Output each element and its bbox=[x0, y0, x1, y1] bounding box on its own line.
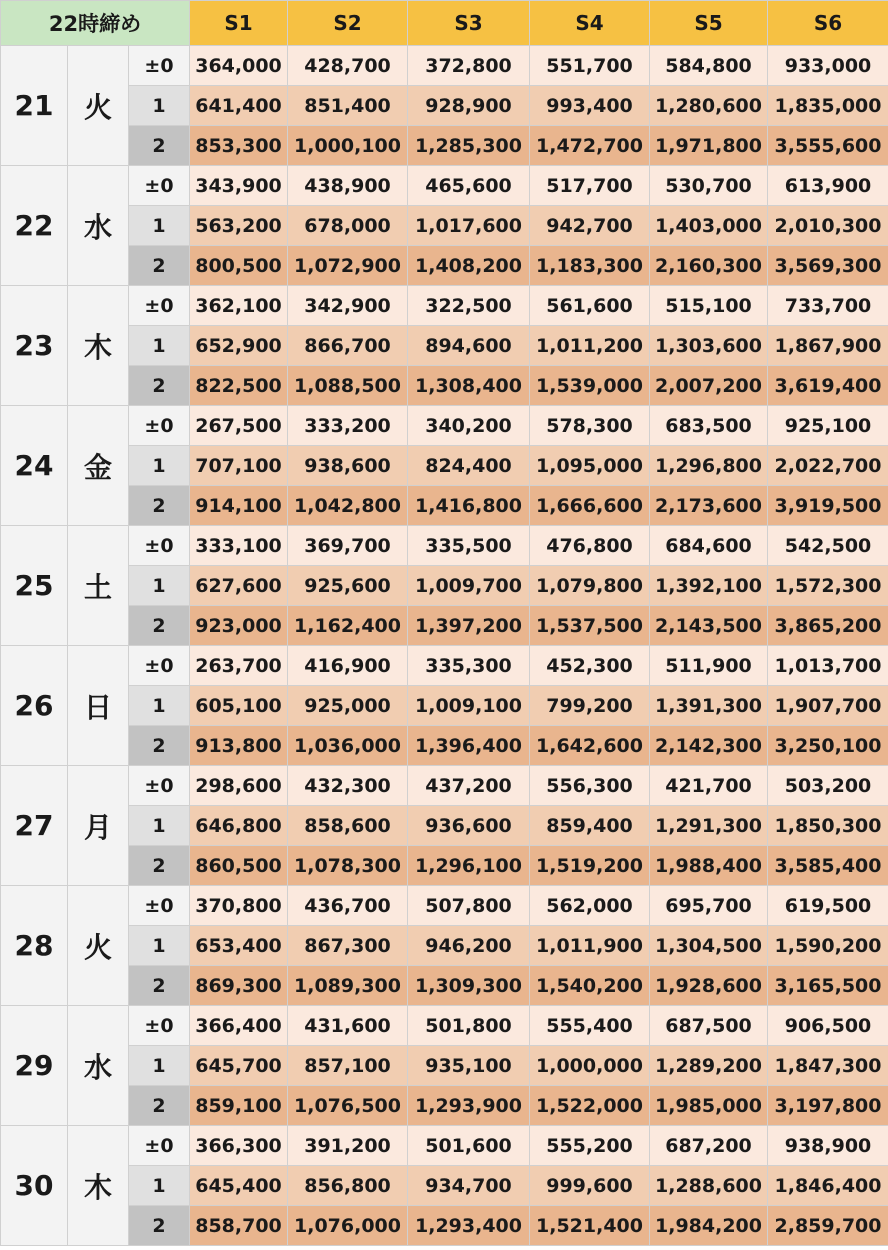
value-cell[interactable]: 1,666,600 bbox=[530, 486, 650, 526]
day-cell[interactable]: 30 bbox=[1, 1126, 68, 1246]
value-cell[interactable]: 1,642,600 bbox=[530, 726, 650, 766]
value-cell[interactable]: 431,600 bbox=[288, 1006, 408, 1046]
value-cell[interactable]: 942,700 bbox=[530, 206, 650, 246]
value-cell[interactable]: 322,500 bbox=[408, 286, 530, 326]
value-cell[interactable]: 1,867,900 bbox=[768, 326, 888, 366]
value-cell[interactable]: 914,100 bbox=[190, 486, 288, 526]
value-cell[interactable]: 1,291,300 bbox=[650, 806, 768, 846]
value-cell[interactable]: 530,700 bbox=[650, 166, 768, 206]
day-cell[interactable]: 27 bbox=[1, 766, 68, 886]
value-cell[interactable]: 1,089,300 bbox=[288, 966, 408, 1006]
value-cell[interactable]: 928,900 bbox=[408, 86, 530, 126]
level-cell[interactable]: 2 bbox=[129, 846, 190, 886]
value-cell[interactable]: 1,984,200 bbox=[650, 1206, 768, 1246]
level-cell[interactable]: 1 bbox=[129, 1046, 190, 1086]
value-cell[interactable]: 866,700 bbox=[288, 326, 408, 366]
value-cell[interactable]: 343,900 bbox=[190, 166, 288, 206]
value-cell[interactable]: 366,300 bbox=[190, 1126, 288, 1166]
value-cell[interactable]: 3,165,500 bbox=[768, 966, 888, 1006]
table-row bbox=[1, 646, 888, 686]
value-cell[interactable]: 627,600 bbox=[190, 566, 288, 606]
value-cell[interactable]: 501,600 bbox=[408, 1126, 530, 1166]
value-cell[interactable]: 1,416,800 bbox=[408, 486, 530, 526]
value-cell[interactable]: 1,522,000 bbox=[530, 1086, 650, 1126]
weekday-cell[interactable]: 木 bbox=[68, 286, 129, 406]
value-cell[interactable]: 707,100 bbox=[190, 446, 288, 486]
level-cell[interactable]: 2 bbox=[129, 966, 190, 1006]
day-cell[interactable]: 29 bbox=[1, 1006, 68, 1126]
level-cell[interactable]: 1 bbox=[129, 686, 190, 726]
value-cell[interactable]: 653,400 bbox=[190, 926, 288, 966]
value-cell[interactable]: 370,800 bbox=[190, 886, 288, 926]
value-cell[interactable]: 563,200 bbox=[190, 206, 288, 246]
value-cell[interactable]: 683,500 bbox=[650, 406, 768, 446]
value-cell[interactable]: 416,900 bbox=[288, 646, 408, 686]
value-cell[interactable]: 906,500 bbox=[768, 1006, 888, 1046]
value-cell[interactable]: 432,300 bbox=[288, 766, 408, 806]
value-cell[interactable]: 799,200 bbox=[530, 686, 650, 726]
level-cell[interactable]: 1 bbox=[129, 86, 190, 126]
level-cell[interactable]: 2 bbox=[129, 1086, 190, 1126]
value-cell[interactable]: 933,000 bbox=[768, 46, 888, 86]
corner-header[interactable]: 22時締め bbox=[1, 1, 190, 46]
weekday-cell[interactable]: 土 bbox=[68, 526, 129, 646]
value-cell[interactable]: 578,300 bbox=[530, 406, 650, 446]
level-cell[interactable]: ±0 bbox=[129, 1006, 190, 1046]
value-cell[interactable]: 695,700 bbox=[650, 886, 768, 926]
value-cell[interactable]: 421,700 bbox=[650, 766, 768, 806]
table-row bbox=[1, 1166, 888, 1206]
value-cell[interactable]: 1,162,400 bbox=[288, 606, 408, 646]
value-cell[interactable]: 800,500 bbox=[190, 246, 288, 286]
table-row bbox=[1, 1086, 888, 1126]
weekday-cell[interactable]: 水 bbox=[68, 1006, 129, 1126]
value-cell[interactable]: 641,400 bbox=[190, 86, 288, 126]
value-cell[interactable]: 1,296,800 bbox=[650, 446, 768, 486]
value-cell[interactable]: 1,011,900 bbox=[530, 926, 650, 966]
value-cell[interactable]: 1,303,600 bbox=[650, 326, 768, 366]
table-row bbox=[1, 126, 888, 166]
value-cell[interactable]: 1,076,500 bbox=[288, 1086, 408, 1126]
value-cell[interactable]: 437,200 bbox=[408, 766, 530, 806]
value-cell[interactable]: 372,800 bbox=[408, 46, 530, 86]
value-cell[interactable]: 613,900 bbox=[768, 166, 888, 206]
weekday-cell[interactable]: 火 bbox=[68, 46, 129, 166]
value-cell[interactable]: 476,800 bbox=[530, 526, 650, 566]
value-cell[interactable]: 3,250,100 bbox=[768, 726, 888, 766]
table-row bbox=[1, 1006, 888, 1046]
value-cell[interactable]: 501,800 bbox=[408, 1006, 530, 1046]
value-cell[interactable]: 511,900 bbox=[650, 646, 768, 686]
table-row bbox=[1, 286, 888, 326]
value-cell[interactable]: 1,288,600 bbox=[650, 1166, 768, 1206]
value-cell[interactable]: 678,000 bbox=[288, 206, 408, 246]
value-cell[interactable]: 1,304,500 bbox=[650, 926, 768, 966]
level-cell[interactable]: 1 bbox=[129, 446, 190, 486]
value-cell[interactable]: 858,600 bbox=[288, 806, 408, 846]
value-cell[interactable]: 946,200 bbox=[408, 926, 530, 966]
value-cell[interactable]: 733,700 bbox=[768, 286, 888, 326]
value-cell[interactable]: 1,835,000 bbox=[768, 86, 888, 126]
weekday-cell[interactable]: 火 bbox=[68, 886, 129, 1006]
table-row bbox=[1, 166, 888, 206]
value-cell[interactable]: 2,142,300 bbox=[650, 726, 768, 766]
value-cell[interactable]: 1,391,300 bbox=[650, 686, 768, 726]
value-cell[interactable]: 584,800 bbox=[650, 46, 768, 86]
value-cell[interactable]: 1,408,200 bbox=[408, 246, 530, 286]
value-cell[interactable]: 822,500 bbox=[190, 366, 288, 406]
table-row bbox=[1, 526, 888, 566]
value-cell[interactable]: 1,289,200 bbox=[650, 1046, 768, 1086]
table-row bbox=[1, 1206, 888, 1246]
table-row bbox=[1, 326, 888, 366]
value-cell[interactable]: 999,600 bbox=[530, 1166, 650, 1206]
value-cell[interactable]: 542,500 bbox=[768, 526, 888, 566]
table-row bbox=[1, 966, 888, 1006]
value-cell[interactable]: 1,539,000 bbox=[530, 366, 650, 406]
level-cell[interactable]: 2 bbox=[129, 726, 190, 766]
weekday-cell[interactable]: 月 bbox=[68, 766, 129, 886]
level-cell[interactable]: 2 bbox=[129, 246, 190, 286]
value-cell[interactable]: 925,100 bbox=[768, 406, 888, 446]
table-row bbox=[1, 606, 888, 646]
table-row bbox=[1, 246, 888, 286]
value-cell[interactable]: 856,800 bbox=[288, 1166, 408, 1206]
value-cell[interactable]: 503,200 bbox=[768, 766, 888, 806]
value-cell[interactable]: 333,100 bbox=[190, 526, 288, 566]
value-cell[interactable]: 1,017,600 bbox=[408, 206, 530, 246]
value-cell[interactable]: 687,500 bbox=[650, 1006, 768, 1046]
value-cell[interactable]: 1,013,700 bbox=[768, 646, 888, 686]
value-cell[interactable]: 2,160,300 bbox=[650, 246, 768, 286]
level-cell[interactable]: 2 bbox=[129, 366, 190, 406]
level-cell[interactable]: ±0 bbox=[129, 1126, 190, 1166]
value-cell[interactable]: 1,540,200 bbox=[530, 966, 650, 1006]
value-cell[interactable]: 645,700 bbox=[190, 1046, 288, 1086]
value-cell[interactable]: 1,392,100 bbox=[650, 566, 768, 606]
day-cell[interactable]: 22 bbox=[1, 166, 68, 286]
value-cell[interactable]: 859,400 bbox=[530, 806, 650, 846]
value-cell[interactable]: 1,009,700 bbox=[408, 566, 530, 606]
value-cell[interactable]: 652,900 bbox=[190, 326, 288, 366]
level-cell[interactable]: 1 bbox=[129, 806, 190, 846]
day-cell[interactable]: 23 bbox=[1, 286, 68, 406]
value-cell[interactable]: 362,100 bbox=[190, 286, 288, 326]
value-cell[interactable]: 938,600 bbox=[288, 446, 408, 486]
value-cell[interactable]: 1,537,500 bbox=[530, 606, 650, 646]
weekday-cell[interactable]: 日 bbox=[68, 646, 129, 766]
value-cell[interactable]: 1,521,400 bbox=[530, 1206, 650, 1246]
value-cell[interactable]: 1,285,300 bbox=[408, 126, 530, 166]
value-cell[interactable]: 925,600 bbox=[288, 566, 408, 606]
level-cell[interactable]: ±0 bbox=[129, 166, 190, 206]
value-cell[interactable]: 824,400 bbox=[408, 446, 530, 486]
value-cell[interactable]: 465,600 bbox=[408, 166, 530, 206]
level-cell[interactable]: 1 bbox=[129, 206, 190, 246]
value-cell[interactable]: 1,928,600 bbox=[650, 966, 768, 1006]
value-cell[interactable]: 1,000,100 bbox=[288, 126, 408, 166]
value-cell[interactable]: 3,919,500 bbox=[768, 486, 888, 526]
value-cell[interactable]: 1,009,100 bbox=[408, 686, 530, 726]
weekday-cell[interactable]: 水 bbox=[68, 166, 129, 286]
value-cell[interactable]: 851,400 bbox=[288, 86, 408, 126]
value-cell[interactable]: 1,088,500 bbox=[288, 366, 408, 406]
level-cell[interactable]: ±0 bbox=[129, 46, 190, 86]
value-cell[interactable]: 369,700 bbox=[288, 526, 408, 566]
value-cell[interactable]: 1,971,800 bbox=[650, 126, 768, 166]
table-row bbox=[1, 846, 888, 886]
value-cell[interactable]: 2,022,700 bbox=[768, 446, 888, 486]
value-cell[interactable]: 438,900 bbox=[288, 166, 408, 206]
table-body bbox=[1, 46, 888, 1246]
value-cell[interactable]: 555,200 bbox=[530, 1126, 650, 1166]
value-cell[interactable]: 263,700 bbox=[190, 646, 288, 686]
level-cell[interactable]: 1 bbox=[129, 926, 190, 966]
value-cell[interactable]: 1,011,200 bbox=[530, 326, 650, 366]
value-cell[interactable]: 3,585,400 bbox=[768, 846, 888, 886]
value-cell[interactable]: 555,400 bbox=[530, 1006, 650, 1046]
value-cell[interactable]: 364,000 bbox=[190, 46, 288, 86]
level-cell[interactable]: ±0 bbox=[129, 406, 190, 446]
value-cell[interactable]: 1,846,400 bbox=[768, 1166, 888, 1206]
level-cell[interactable]: 2 bbox=[129, 126, 190, 166]
table-row bbox=[1, 486, 888, 526]
value-cell[interactable]: 938,900 bbox=[768, 1126, 888, 1166]
column-header-s2[interactable]: S2 bbox=[288, 1, 408, 46]
value-cell[interactable]: 1,308,400 bbox=[408, 366, 530, 406]
table-row bbox=[1, 806, 888, 846]
weekday-cell[interactable]: 木 bbox=[68, 1126, 129, 1246]
table-row bbox=[1, 886, 888, 926]
table-row bbox=[1, 766, 888, 806]
value-cell[interactable]: 1,519,200 bbox=[530, 846, 650, 886]
value-cell[interactable]: 645,400 bbox=[190, 1166, 288, 1206]
value-cell[interactable]: 853,300 bbox=[190, 126, 288, 166]
day-cell[interactable]: 24 bbox=[1, 406, 68, 526]
level-cell[interactable]: 1 bbox=[129, 1166, 190, 1206]
value-cell[interactable]: 860,500 bbox=[190, 846, 288, 886]
level-cell[interactable]: 1 bbox=[129, 566, 190, 606]
value-cell[interactable]: 561,600 bbox=[530, 286, 650, 326]
value-cell[interactable]: 3,197,800 bbox=[768, 1086, 888, 1126]
value-cell[interactable]: 1,396,400 bbox=[408, 726, 530, 766]
value-cell[interactable]: 646,800 bbox=[190, 806, 288, 846]
value-cell[interactable]: 859,100 bbox=[190, 1086, 288, 1126]
value-cell[interactable]: 391,200 bbox=[288, 1126, 408, 1166]
value-cell[interactable]: 2,010,300 bbox=[768, 206, 888, 246]
value-cell[interactable]: 1,078,300 bbox=[288, 846, 408, 886]
value-cell[interactable]: 605,100 bbox=[190, 686, 288, 726]
value-cell[interactable]: 1,850,300 bbox=[768, 806, 888, 846]
value-cell[interactable]: 333,200 bbox=[288, 406, 408, 446]
value-cell[interactable]: 3,865,200 bbox=[768, 606, 888, 646]
table-row bbox=[1, 1126, 888, 1166]
value-cell[interactable]: 1,309,300 bbox=[408, 966, 530, 1006]
value-cell[interactable]: 1,397,200 bbox=[408, 606, 530, 646]
value-cell[interactable]: 436,700 bbox=[288, 886, 408, 926]
value-cell[interactable]: 1,988,400 bbox=[650, 846, 768, 886]
value-cell[interactable]: 935,100 bbox=[408, 1046, 530, 1086]
value-cell[interactable]: 1,985,000 bbox=[650, 1086, 768, 1126]
value-cell[interactable]: 1,095,000 bbox=[530, 446, 650, 486]
table-row bbox=[1, 206, 888, 246]
value-cell[interactable]: 993,400 bbox=[530, 86, 650, 126]
table-row bbox=[1, 686, 888, 726]
value-cell[interactable]: 923,000 bbox=[190, 606, 288, 646]
column-header-s3[interactable]: S3 bbox=[408, 1, 530, 46]
value-cell[interactable]: 452,300 bbox=[530, 646, 650, 686]
value-cell[interactable]: 1,907,700 bbox=[768, 686, 888, 726]
day-cell[interactable]: 26 bbox=[1, 646, 68, 766]
value-cell[interactable]: 936,600 bbox=[408, 806, 530, 846]
value-cell[interactable]: 551,700 bbox=[530, 46, 650, 86]
value-cell[interactable]: 619,500 bbox=[768, 886, 888, 926]
value-cell[interactable]: 562,000 bbox=[530, 886, 650, 926]
value-cell[interactable]: 2,173,600 bbox=[650, 486, 768, 526]
value-cell[interactable]: 1,590,200 bbox=[768, 926, 888, 966]
level-cell[interactable]: ±0 bbox=[129, 526, 190, 566]
level-cell[interactable]: ±0 bbox=[129, 646, 190, 686]
table-row bbox=[1, 1046, 888, 1086]
table-row bbox=[1, 566, 888, 606]
column-header-s5[interactable]: S5 bbox=[650, 1, 768, 46]
value-cell[interactable]: 1,183,300 bbox=[530, 246, 650, 286]
level-cell[interactable]: 1 bbox=[129, 326, 190, 366]
table-row bbox=[1, 406, 888, 446]
value-cell[interactable]: 267,500 bbox=[190, 406, 288, 446]
table-row bbox=[1, 86, 888, 126]
level-cell[interactable]: ±0 bbox=[129, 886, 190, 926]
value-cell[interactable]: 687,200 bbox=[650, 1126, 768, 1166]
value-cell[interactable]: 1,472,700 bbox=[530, 126, 650, 166]
value-cell[interactable]: 1,296,100 bbox=[408, 846, 530, 886]
day-cell[interactable]: 25 bbox=[1, 526, 68, 646]
value-cell[interactable]: 1,000,000 bbox=[530, 1046, 650, 1086]
value-cell[interactable]: 515,100 bbox=[650, 286, 768, 326]
value-cell[interactable]: 867,300 bbox=[288, 926, 408, 966]
value-cell[interactable]: 3,555,600 bbox=[768, 126, 888, 166]
day-cell[interactable]: 21 bbox=[1, 46, 68, 166]
level-cell[interactable]: ±0 bbox=[129, 766, 190, 806]
table-row bbox=[1, 926, 888, 966]
column-header-s4[interactable]: S4 bbox=[530, 1, 650, 46]
level-cell[interactable]: 2 bbox=[129, 486, 190, 526]
value-cell[interactable]: 3,619,400 bbox=[768, 366, 888, 406]
value-cell[interactable]: 1,847,300 bbox=[768, 1046, 888, 1086]
value-cell[interactable]: 1,076,000 bbox=[288, 1206, 408, 1246]
column-header-s1[interactable]: S1 bbox=[190, 1, 288, 46]
level-cell[interactable]: ±0 bbox=[129, 286, 190, 326]
value-cell[interactable]: 428,700 bbox=[288, 46, 408, 86]
value-cell[interactable]: 1,293,900 bbox=[408, 1086, 530, 1126]
table-row bbox=[1, 446, 888, 486]
table-row bbox=[1, 726, 888, 766]
header-row bbox=[1, 1, 888, 46]
value-cell[interactable]: 934,700 bbox=[408, 1166, 530, 1206]
value-cell[interactable]: 3,569,300 bbox=[768, 246, 888, 286]
value-cell[interactable]: 1,072,900 bbox=[288, 246, 408, 286]
value-cell[interactable]: 517,700 bbox=[530, 166, 650, 206]
column-header-s6[interactable]: S6 bbox=[768, 1, 888, 46]
day-cell[interactable]: 28 bbox=[1, 886, 68, 1006]
value-cell[interactable]: 1,293,400 bbox=[408, 1206, 530, 1246]
value-cell[interactable]: 913,800 bbox=[190, 726, 288, 766]
value-cell[interactable]: 1,572,300 bbox=[768, 566, 888, 606]
value-cell[interactable]: 335,500 bbox=[408, 526, 530, 566]
value-cell[interactable]: 1,036,000 bbox=[288, 726, 408, 766]
value-cell[interactable]: 925,000 bbox=[288, 686, 408, 726]
value-cell[interactable]: 857,100 bbox=[288, 1046, 408, 1086]
value-cell[interactable]: 1,042,800 bbox=[288, 486, 408, 526]
value-cell[interactable]: 366,400 bbox=[190, 1006, 288, 1046]
value-cell[interactable]: 342,900 bbox=[288, 286, 408, 326]
value-cell[interactable]: 869,300 bbox=[190, 966, 288, 1006]
value-cell[interactable]: 1,280,600 bbox=[650, 86, 768, 126]
value-cell[interactable]: 1,403,000 bbox=[650, 206, 768, 246]
value-cell[interactable]: 298,600 bbox=[190, 766, 288, 806]
table-row bbox=[1, 46, 888, 86]
value-cell[interactable]: 335,300 bbox=[408, 646, 530, 686]
value-cell[interactable]: 556,300 bbox=[530, 766, 650, 806]
value-cell[interactable]: 507,800 bbox=[408, 886, 530, 926]
value-cell[interactable]: 858,700 bbox=[190, 1206, 288, 1246]
table-row bbox=[1, 366, 888, 406]
value-cell[interactable]: 2,143,500 bbox=[650, 606, 768, 646]
value-cell[interactable]: 2,007,200 bbox=[650, 366, 768, 406]
value-cell[interactable]: 1,079,800 bbox=[530, 566, 650, 606]
level-cell[interactable]: 2 bbox=[129, 606, 190, 646]
weekday-cell[interactable]: 金 bbox=[68, 406, 129, 526]
value-cell[interactable]: 684,600 bbox=[650, 526, 768, 566]
value-cell[interactable]: 2,859,700 bbox=[768, 1206, 888, 1246]
value-cell[interactable]: 340,200 bbox=[408, 406, 530, 446]
value-cell[interactable]: 894,600 bbox=[408, 326, 530, 366]
level-cell[interactable]: 2 bbox=[129, 1206, 190, 1246]
